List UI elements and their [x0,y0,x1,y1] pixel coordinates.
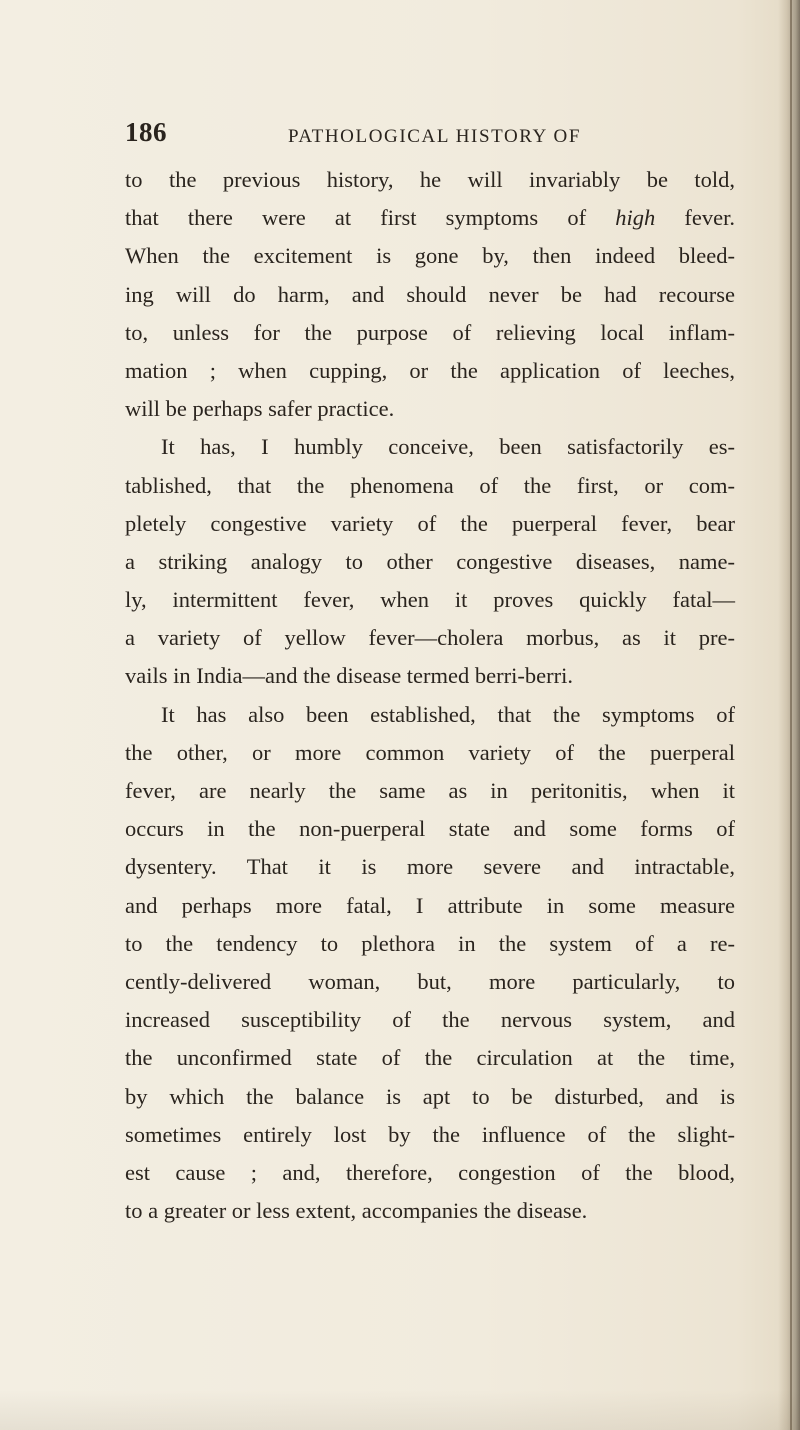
paragraph-start-line: It has also been established, that the symptoms of [161,701,735,727]
text-line: tablished, that the phenomena of the first, or com- [125,472,735,498]
text-line: sometimes entirely lost by the influence of the slight- [125,1121,735,1147]
text-line: the unconfirmed state of the circulation at the time, [125,1045,735,1071]
text-line: to the tendency to plethora in the system of a re- [125,930,735,956]
text-line: dysentery. That it is more severe and intractable, [125,854,735,880]
page-edge-line [790,0,792,1430]
page-number: 186 [125,117,167,147]
page-header [125,117,685,151]
page-edge-shadow [778,0,800,1430]
paragraph-start-line: It has, I humbly conceive, been satisfactorily es- [161,434,735,460]
text-line: to the previous history, he will invariably be told, [125,167,735,192]
text-line: a striking analogy to other congestive diseases, name- [125,548,735,574]
text-line: by which the balance is apt to be disturbed, and is [125,1083,735,1109]
text-line: will be perhaps safer practice. [125,396,395,422]
text-line: that there were at first symptoms of high fever. [125,205,735,231]
text-line: to a greater or less extent, accompanies the disease. [125,1198,588,1224]
text-line: est cause ; and, therefore, congestion of the blood, [125,1159,735,1185]
text-line: mation ; when cupping, or the application of leeches, [125,357,735,383]
text-line: ing will do harm, and should never be had recourse [125,281,735,307]
page-bottom-shadow [0,1390,800,1430]
text-line: pletely congestive variety of the puerperal fever, bear [125,510,735,536]
text-line: and perhaps more fatal, I attribute in some measure [125,892,735,918]
text-line: ly, intermittent fever, when it proves quickly fatal— [125,587,735,613]
text-line: fever, are nearly the same as in peritonitis, when it [125,778,735,803]
text-line: a variety of yellow fever—cholera morbus, as it pre- [125,625,735,651]
body-text [125,161,735,1230]
text-line: the other, or more common variety of the puerperal [125,739,735,765]
text-line: occurs in the non-puerperal state and some forms of [125,816,735,842]
running-head: PATHOLOGICAL HISTORY OF [288,126,581,147]
text-line: When the excitement is gone by, then indeed bleed- [125,243,735,269]
emphasis: high [615,205,656,231]
text-line: vails in India—and the disease termed berri-berri. [125,663,573,689]
text-line: to, unless for the purpose of relieving local inflam- [125,319,735,345]
text-line: increased susceptibility of the nervous system, and [125,1007,735,1033]
text-line: cently-delivered woman, but, more particularly, to [125,968,735,994]
